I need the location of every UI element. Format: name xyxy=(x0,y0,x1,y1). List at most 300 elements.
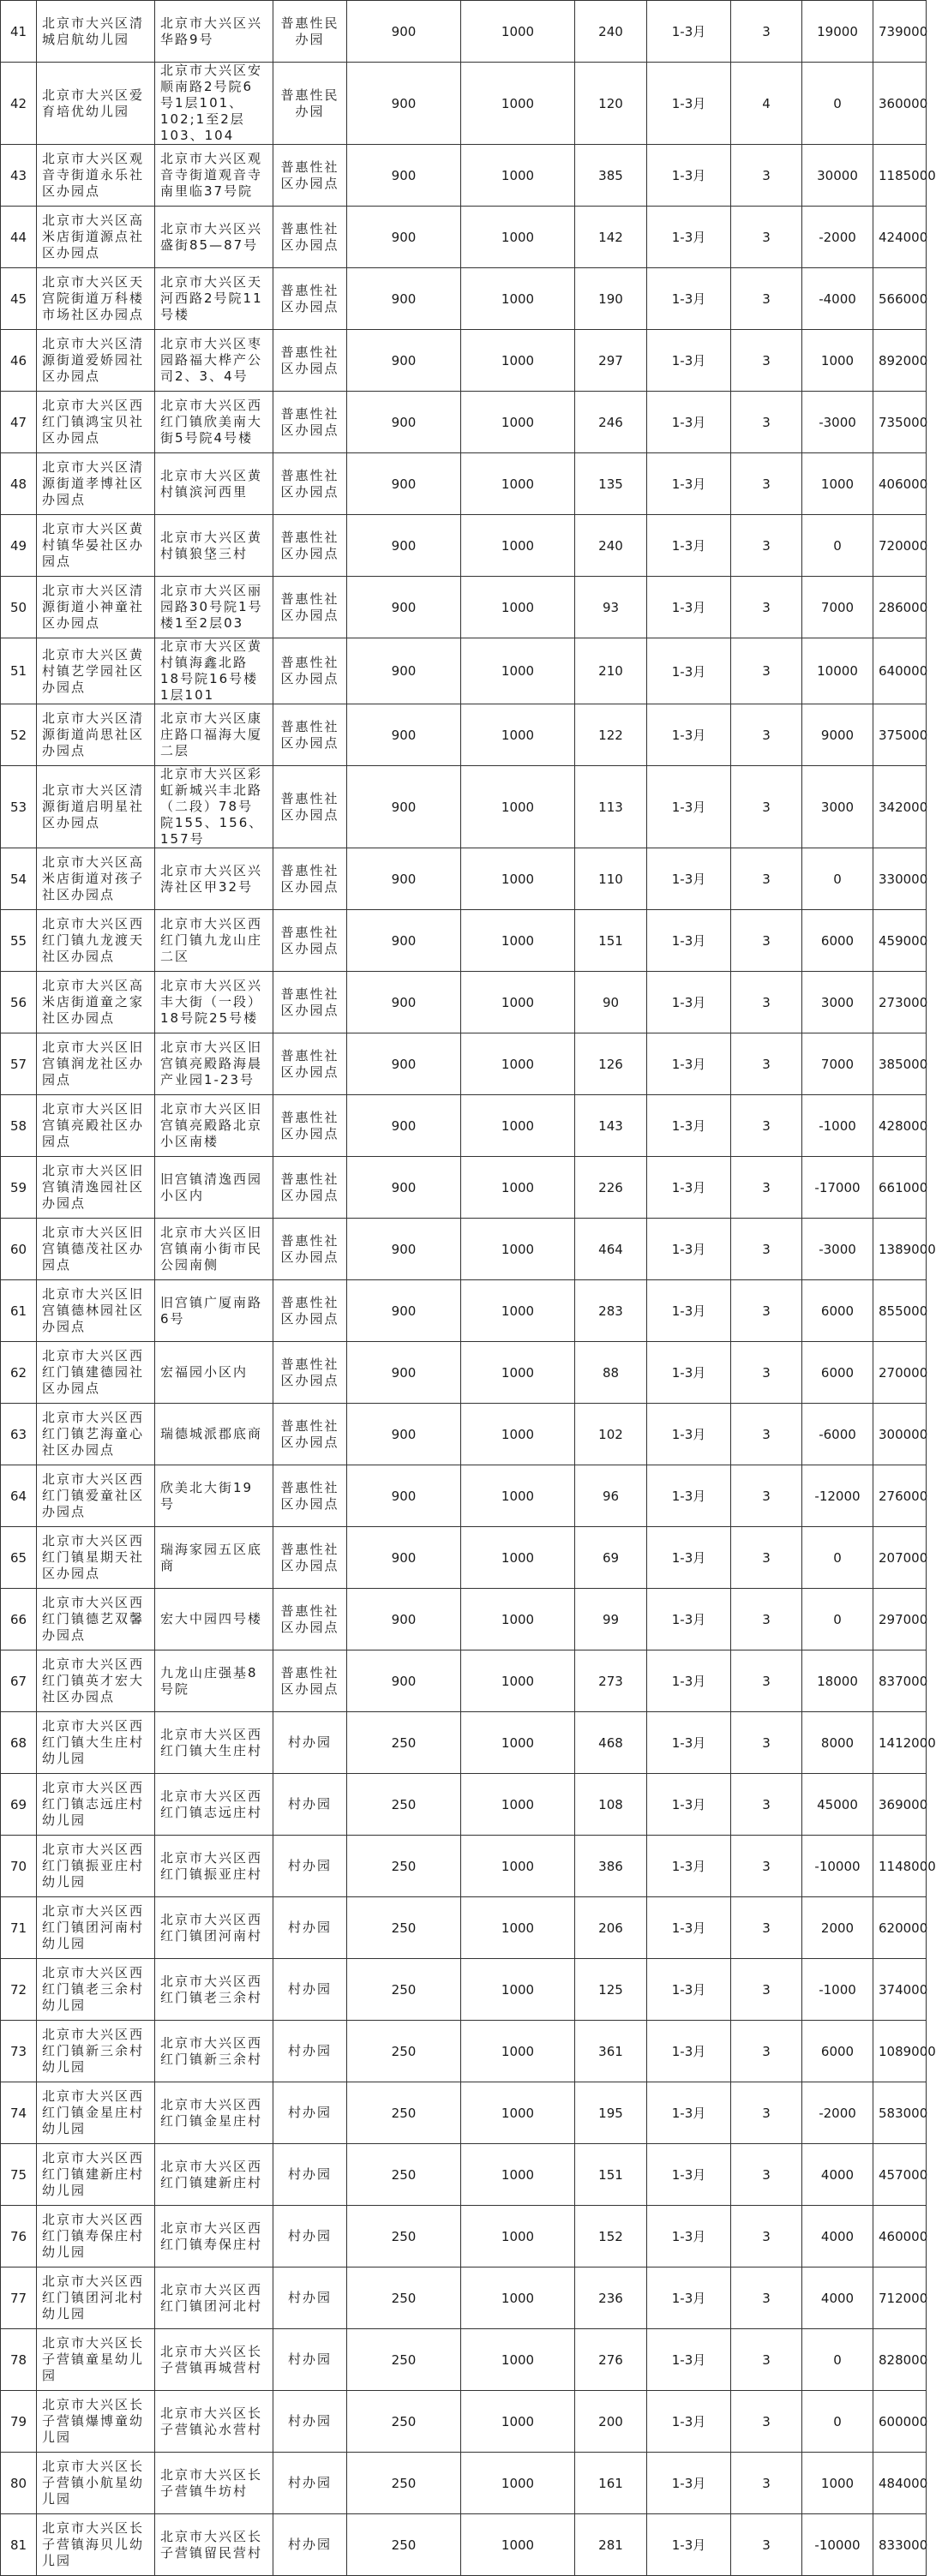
kindergarten-type: 村办园 xyxy=(273,2391,347,2453)
child-count: 142 xyxy=(575,207,647,268)
kindergarten-name: 北京市大兴区清源街道启明星社区办园点 xyxy=(37,766,155,848)
total-amount: 600000 xyxy=(873,2391,927,2453)
adjustment-amount: -1000 xyxy=(802,1959,873,2021)
total-amount: 342000 xyxy=(873,766,927,848)
child-count: 99 xyxy=(575,1589,647,1650)
adjustment-amount: 6000 xyxy=(802,1280,873,1342)
table-row xyxy=(1,2329,927,2391)
total-amount: 369000 xyxy=(873,1774,927,1836)
month-count: 3 xyxy=(731,577,802,638)
total-amount: 276000 xyxy=(873,1465,927,1527)
fee-standard: 1000 xyxy=(461,2021,575,2082)
child-count: 161 xyxy=(575,2453,647,2514)
kindergarten-address: 北京市大兴区长子营镇留民营村 xyxy=(155,2514,273,2576)
row-number: 43 xyxy=(1,145,37,207)
kindergarten-name: 北京市大兴区西红门镇志远庄村幼儿园 xyxy=(37,1774,155,1836)
kindergarten-type: 普惠性社区办园点 xyxy=(273,848,347,910)
period: 1-3月 xyxy=(647,1774,731,1836)
subsidy-standard: 250 xyxy=(347,1897,461,1959)
kindergarten-address: 瑞德城派郡底商 xyxy=(155,1404,273,1465)
kindergarten-address: 北京市大兴区兴盛街85—87号 xyxy=(155,207,273,268)
kindergarten-address: 北京市大兴区兴涛社区甲32号 xyxy=(155,848,273,910)
period: 1-3月 xyxy=(647,207,731,268)
row-number: 55 xyxy=(1,910,37,972)
table-row xyxy=(1,1342,927,1404)
kindergarten-address: 北京市大兴区长子营镇沁水营村 xyxy=(155,2391,273,2453)
row-number: 77 xyxy=(1,2267,37,2329)
adjustment-amount: 0 xyxy=(802,1589,873,1650)
fee-standard: 1000 xyxy=(461,910,575,972)
adjustment-amount: -1000 xyxy=(802,1095,873,1157)
month-count: 3 xyxy=(731,1589,802,1650)
kindergarten-address: 北京市大兴区西红门镇寿保庄村 xyxy=(155,2206,273,2267)
total-amount: 720000 xyxy=(873,515,927,577)
table-row xyxy=(1,268,927,330)
kindergarten-type: 普惠性社区办园点 xyxy=(273,1157,347,1219)
kindergarten-name: 北京市大兴区清源街道小神童社区办园点 xyxy=(37,577,155,638)
table-row xyxy=(1,704,927,766)
kindergarten-type: 普惠性社区办园点 xyxy=(273,766,347,848)
kindergarten-name: 北京市大兴区清源街道尚思社区办园点 xyxy=(37,704,155,766)
total-amount: 739000 xyxy=(873,1,927,63)
child-count: 226 xyxy=(575,1157,647,1219)
adjustment-amount: -3000 xyxy=(802,1219,873,1280)
total-amount: 428000 xyxy=(873,1095,927,1157)
total-amount: 892000 xyxy=(873,330,927,392)
kindergarten-type: 村办园 xyxy=(273,1774,347,1836)
kindergarten-name: 北京市大兴区清城启航幼儿园 xyxy=(37,1,155,63)
table-row xyxy=(1,145,927,207)
period: 1-3月 xyxy=(647,638,731,704)
kindergarten-name: 北京市大兴区西红门镇建新庄村幼儿园 xyxy=(37,2144,155,2206)
adjustment-amount: -10000 xyxy=(802,2514,873,2576)
total-amount: 1412000 xyxy=(873,1712,927,1774)
month-count: 3 xyxy=(731,1157,802,1219)
kindergarten-address: 北京市大兴区观音寺街道观音寺南里临37号院 xyxy=(155,145,273,207)
total-amount: 855000 xyxy=(873,1280,927,1342)
adjustment-amount: 0 xyxy=(802,1527,873,1589)
kindergarten-type: 普惠性社区办园点 xyxy=(273,1280,347,1342)
kindergarten-type: 村办园 xyxy=(273,2144,347,2206)
period: 1-3月 xyxy=(647,392,731,453)
subsidy-standard: 900 xyxy=(347,392,461,453)
total-amount: 735000 xyxy=(873,392,927,453)
month-count: 3 xyxy=(731,1465,802,1527)
total-amount: 460000 xyxy=(873,2206,927,2267)
total-amount: 1148000 xyxy=(873,1836,927,1897)
subsidy-standard: 900 xyxy=(347,638,461,704)
adjustment-amount: 6000 xyxy=(802,2021,873,2082)
fee-standard: 1000 xyxy=(461,1650,575,1712)
period: 1-3月 xyxy=(647,453,731,515)
fee-standard: 1000 xyxy=(461,766,575,848)
kindergarten-name: 北京市大兴区天宫院街道万科楼市场社区办园点 xyxy=(37,268,155,330)
kindergarten-name: 北京市大兴区西红门镇建德园社区办园点 xyxy=(37,1342,155,1404)
table-row xyxy=(1,515,927,577)
subsidy-standard: 900 xyxy=(347,145,461,207)
month-count: 3 xyxy=(731,330,802,392)
adjustment-amount: 6000 xyxy=(802,1342,873,1404)
total-amount: 583000 xyxy=(873,2082,927,2144)
kindergarten-address: 北京市大兴区西红门镇新三余村 xyxy=(155,2021,273,2082)
kindergarten-name: 北京市大兴区西红门镇德艺双馨办园点 xyxy=(37,1589,155,1650)
period: 1-3月 xyxy=(647,1465,731,1527)
fee-standard: 1000 xyxy=(461,2144,575,2206)
adjustment-amount: 18000 xyxy=(802,1650,873,1712)
period: 1-3月 xyxy=(647,1219,731,1280)
row-number: 60 xyxy=(1,1219,37,1280)
fee-standard: 1000 xyxy=(461,1404,575,1465)
fee-standard: 1000 xyxy=(461,848,575,910)
kindergarten-type: 普惠性社区办园点 xyxy=(273,1219,347,1280)
month-count: 3 xyxy=(731,1836,802,1897)
adjustment-amount: 0 xyxy=(802,848,873,910)
period: 1-3月 xyxy=(647,1157,731,1219)
table-row xyxy=(1,1095,927,1157)
row-number: 42 xyxy=(1,63,37,145)
total-amount: 661000 xyxy=(873,1157,927,1219)
subsidy-standard: 900 xyxy=(347,848,461,910)
month-count: 3 xyxy=(731,2082,802,2144)
table-row xyxy=(1,1219,927,1280)
row-number: 74 xyxy=(1,2082,37,2144)
table-row xyxy=(1,577,927,638)
child-count: 246 xyxy=(575,392,647,453)
child-count: 240 xyxy=(575,515,647,577)
total-amount: 828000 xyxy=(873,2329,927,2391)
child-count: 240 xyxy=(575,1,647,63)
period: 1-3月 xyxy=(647,1280,731,1342)
row-number: 49 xyxy=(1,515,37,577)
subsidy-standard: 900 xyxy=(347,1404,461,1465)
kindergarten-type: 普惠性民办园 xyxy=(273,1,347,63)
subsidy-standard: 250 xyxy=(347,2021,461,2082)
table-row xyxy=(1,330,927,392)
table-row xyxy=(1,2267,927,2329)
subsidy-standard: 250 xyxy=(347,2206,461,2267)
month-count: 3 xyxy=(731,1959,802,2021)
subsidy-standard: 900 xyxy=(347,515,461,577)
subsidy-standard: 900 xyxy=(347,766,461,848)
fee-standard: 1000 xyxy=(461,2391,575,2453)
kindergarten-name: 北京市大兴区长子营镇小航星幼儿园 xyxy=(37,2453,155,2514)
kindergarten-name: 北京市大兴区爱育培优幼儿园 xyxy=(37,63,155,145)
table-row xyxy=(1,766,927,848)
kindergarten-address: 北京市大兴区安顺南路2号院6号1层101、102;1至2层103、104 xyxy=(155,63,273,145)
row-number: 48 xyxy=(1,453,37,515)
subsidy-standard: 900 xyxy=(347,1280,461,1342)
kindergarten-name: 北京市大兴区西红门镇爱童社区办园点 xyxy=(37,1465,155,1527)
child-count: 96 xyxy=(575,1465,647,1527)
kindergarten-name: 北京市大兴区长子营镇爆博童幼儿园 xyxy=(37,2391,155,2453)
month-count: 3 xyxy=(731,1712,802,1774)
fee-standard: 1000 xyxy=(461,1774,575,1836)
month-count: 3 xyxy=(731,848,802,910)
row-number: 75 xyxy=(1,2144,37,2206)
fee-standard: 1000 xyxy=(461,2267,575,2329)
period: 1-3月 xyxy=(647,2082,731,2144)
kindergarten-name: 北京市大兴区西红门镇团河南村幼儿园 xyxy=(37,1897,155,1959)
kindergarten-address: 北京市大兴区西红门镇振亚庄村 xyxy=(155,1836,273,1897)
table-row xyxy=(1,972,927,1033)
row-number: 76 xyxy=(1,2206,37,2267)
child-count: 108 xyxy=(575,1774,647,1836)
period: 1-3月 xyxy=(647,1836,731,1897)
period: 1-3月 xyxy=(647,2453,731,2514)
fee-standard: 1000 xyxy=(461,515,575,577)
kindergarten-type: 村办园 xyxy=(273,2329,347,2391)
subsidy-standard: 250 xyxy=(347,2144,461,2206)
row-number: 65 xyxy=(1,1527,37,1589)
table-row xyxy=(1,1959,927,2021)
subsidy-standard: 250 xyxy=(347,1836,461,1897)
fee-standard: 1000 xyxy=(461,1465,575,1527)
month-count: 3 xyxy=(731,1527,802,1589)
period: 1-3月 xyxy=(647,1897,731,1959)
kindergarten-name: 北京市大兴区旧宫镇润龙社区办园点 xyxy=(37,1033,155,1095)
month-count: 3 xyxy=(731,2206,802,2267)
child-count: 273 xyxy=(575,1650,647,1712)
kindergarten-name: 北京市大兴区长子营镇童星幼儿园 xyxy=(37,2329,155,2391)
adjustment-amount: 1000 xyxy=(802,330,873,392)
row-number: 44 xyxy=(1,207,37,268)
total-amount: 406000 xyxy=(873,453,927,515)
child-count: 361 xyxy=(575,2021,647,2082)
adjustment-amount: -6000 xyxy=(802,1404,873,1465)
adjustment-amount: 9000 xyxy=(802,704,873,766)
total-amount: 837000 xyxy=(873,1650,927,1712)
kindergarten-name: 北京市大兴区旧宫镇德茂社区办园点 xyxy=(37,1219,155,1280)
kindergarten-address: 北京市大兴区枣园路福大桦产公司2、3、4号 xyxy=(155,330,273,392)
month-count: 3 xyxy=(731,2144,802,2206)
table-row xyxy=(1,1,927,63)
row-number: 57 xyxy=(1,1033,37,1095)
adjustment-amount: -17000 xyxy=(802,1157,873,1219)
subsidy-standard: 900 xyxy=(347,268,461,330)
fee-standard: 1000 xyxy=(461,63,575,145)
month-count: 3 xyxy=(731,638,802,704)
kindergarten-name: 北京市大兴区高米店街道对孩子社区办园点 xyxy=(37,848,155,910)
row-number: 68 xyxy=(1,1712,37,1774)
period: 1-3月 xyxy=(647,268,731,330)
period: 1-3月 xyxy=(647,766,731,848)
row-number: 61 xyxy=(1,1280,37,1342)
subsidy-standard: 250 xyxy=(347,2329,461,2391)
subsidy-standard: 900 xyxy=(347,1095,461,1157)
child-count: 206 xyxy=(575,1897,647,1959)
row-number: 45 xyxy=(1,268,37,330)
subsidy-standard: 900 xyxy=(347,1219,461,1280)
child-count: 120 xyxy=(575,63,647,145)
kindergarten-type: 普惠性社区办园点 xyxy=(273,1527,347,1589)
period: 1-3月 xyxy=(647,2267,731,2329)
kindergarten-type: 普惠性社区办园点 xyxy=(273,1650,347,1712)
kindergarten-name: 北京市大兴区西红门镇寿保庄村幼儿园 xyxy=(37,2206,155,2267)
table-row xyxy=(1,910,927,972)
period: 1-3月 xyxy=(647,1404,731,1465)
kindergarten-name: 北京市大兴区西红门镇金星庄村幼儿园 xyxy=(37,2082,155,2144)
adjustment-amount: -2000 xyxy=(802,207,873,268)
fee-standard: 1000 xyxy=(461,207,575,268)
total-amount: 330000 xyxy=(873,848,927,910)
kindergarten-type: 村办园 xyxy=(273,2021,347,2082)
subsidy-standard: 250 xyxy=(347,1712,461,1774)
fee-standard: 1000 xyxy=(461,2206,575,2267)
row-number: 46 xyxy=(1,330,37,392)
fee-standard: 1000 xyxy=(461,2453,575,2514)
row-number: 81 xyxy=(1,2514,37,2576)
kindergarten-address: 北京市大兴区西红门镇大生庄村 xyxy=(155,1712,273,1774)
subsidy-standard: 900 xyxy=(347,1465,461,1527)
kindergarten-address: 北京市大兴区西红门镇志远庄村 xyxy=(155,1774,273,1836)
table-row xyxy=(1,1836,927,1897)
subsidy-standard: 900 xyxy=(347,704,461,766)
kindergarten-type: 普惠性社区办园点 xyxy=(273,972,347,1033)
kindergarten-type: 村办园 xyxy=(273,2267,347,2329)
subsidy-standard: 250 xyxy=(347,2267,461,2329)
total-amount: 374000 xyxy=(873,1959,927,2021)
month-count: 3 xyxy=(731,1,802,63)
kindergarten-name: 北京市大兴区西红门镇振亚庄村幼儿园 xyxy=(37,1836,155,1897)
row-number: 66 xyxy=(1,1589,37,1650)
month-count: 3 xyxy=(731,1897,802,1959)
kindergarten-type: 普惠性社区办园点 xyxy=(273,268,347,330)
child-count: 464 xyxy=(575,1219,647,1280)
table-row xyxy=(1,1527,927,1589)
kindergarten-address: 北京市大兴区西红门镇金星庄村 xyxy=(155,2082,273,2144)
subsidy-standard: 900 xyxy=(347,207,461,268)
subsidy-standard: 250 xyxy=(347,2453,461,2514)
adjustment-amount: -12000 xyxy=(802,1465,873,1527)
period: 1-3月 xyxy=(647,704,731,766)
child-count: 283 xyxy=(575,1280,647,1342)
period: 1-3月 xyxy=(647,577,731,638)
child-count: 126 xyxy=(575,1033,647,1095)
table-row xyxy=(1,2206,927,2267)
fee-standard: 1000 xyxy=(461,1,575,63)
subsidy-standard: 900 xyxy=(347,1157,461,1219)
table-row xyxy=(1,1712,927,1774)
period: 1-3月 xyxy=(647,1589,731,1650)
total-amount: 620000 xyxy=(873,1897,927,1959)
kindergarten-address: 北京市大兴区长子营镇再城营村 xyxy=(155,2329,273,2391)
adjustment-amount: 6000 xyxy=(802,910,873,972)
adjustment-amount: -3000 xyxy=(802,392,873,453)
kindergarten-address: 瑞海家园五区底商 xyxy=(155,1527,273,1589)
kindergarten-name: 北京市大兴区西红门镇星期天社区办园点 xyxy=(37,1527,155,1589)
kindergarten-type: 普惠性社区办园点 xyxy=(273,577,347,638)
period: 1-3月 xyxy=(647,972,731,1033)
adjustment-amount: 4000 xyxy=(802,2144,873,2206)
kindergarten-address: 北京市大兴区西红门镇建新庄村 xyxy=(155,2144,273,2206)
adjustment-amount: 30000 xyxy=(802,145,873,207)
subsidy-standard: 900 xyxy=(347,910,461,972)
fee-standard: 1000 xyxy=(461,330,575,392)
subsidy-standard: 250 xyxy=(347,2082,461,2144)
kindergarten-address: 北京市大兴区黄村镇狼垡三村 xyxy=(155,515,273,577)
period: 1-3月 xyxy=(647,910,731,972)
total-amount: 270000 xyxy=(873,1342,927,1404)
kindergarten-name: 北京市大兴区西红门镇大生庄村幼儿园 xyxy=(37,1712,155,1774)
kindergarten-type: 普惠性社区办园点 xyxy=(273,704,347,766)
total-amount: 286000 xyxy=(873,577,927,638)
total-amount: 360000 xyxy=(873,63,927,145)
fee-standard: 1000 xyxy=(461,638,575,704)
month-count: 3 xyxy=(731,1095,802,1157)
row-number: 64 xyxy=(1,1465,37,1527)
kindergarten-name: 北京市大兴区清源街道爱娇园社区办园点 xyxy=(37,330,155,392)
month-count: 3 xyxy=(731,2267,802,2329)
total-amount: 424000 xyxy=(873,207,927,268)
month-count: 3 xyxy=(731,515,802,577)
period: 1-3月 xyxy=(647,515,731,577)
table-row xyxy=(1,1280,927,1342)
child-count: 386 xyxy=(575,1836,647,1897)
row-number: 79 xyxy=(1,2391,37,2453)
row-number: 62 xyxy=(1,1342,37,1404)
fee-standard: 1000 xyxy=(461,268,575,330)
fee-standard: 1000 xyxy=(461,453,575,515)
kindergarten-type: 村办园 xyxy=(273,2206,347,2267)
row-number: 41 xyxy=(1,1,37,63)
adjustment-amount: 45000 xyxy=(802,1774,873,1836)
period: 1-3月 xyxy=(647,2329,731,2391)
kindergarten-type: 普惠性社区办园点 xyxy=(273,330,347,392)
table-row xyxy=(1,1589,927,1650)
row-number: 52 xyxy=(1,704,37,766)
kindergarten-type: 普惠性社区办园点 xyxy=(273,453,347,515)
child-count: 468 xyxy=(575,1712,647,1774)
row-number: 70 xyxy=(1,1836,37,1897)
fee-standard: 1000 xyxy=(461,1959,575,2021)
fee-standard: 1000 xyxy=(461,1527,575,1589)
adjustment-amount: 1000 xyxy=(802,2453,873,2514)
period: 1-3月 xyxy=(647,1,731,63)
kindergarten-address: 北京市大兴区彩虹新城兴丰北路（二段）78号院155、156、157号 xyxy=(155,766,273,848)
total-amount: 207000 xyxy=(873,1527,927,1589)
row-number: 50 xyxy=(1,577,37,638)
kindergarten-address: 北京市大兴区黄村镇滨河西里 xyxy=(155,453,273,515)
month-count: 3 xyxy=(731,1280,802,1342)
total-amount: 484000 xyxy=(873,2453,927,2514)
child-count: 210 xyxy=(575,638,647,704)
month-count: 3 xyxy=(731,1342,802,1404)
total-amount: 459000 xyxy=(873,910,927,972)
child-count: 88 xyxy=(575,1342,647,1404)
fee-standard: 1000 xyxy=(461,1033,575,1095)
total-amount: 385000 xyxy=(873,1033,927,1095)
period: 1-3月 xyxy=(647,1959,731,2021)
kindergarten-address: 欣美北大街19号 xyxy=(155,1465,273,1527)
month-count: 3 xyxy=(731,2391,802,2453)
month-count: 3 xyxy=(731,910,802,972)
period: 1-3月 xyxy=(647,2391,731,2453)
kindergarten-name: 北京市大兴区旧宫镇德林园社区办园点 xyxy=(37,1280,155,1342)
kindergarten-address: 北京市大兴区旧宫镇南小街市民公园南侧 xyxy=(155,1219,273,1280)
row-number: 69 xyxy=(1,1774,37,1836)
table-row xyxy=(1,1650,927,1712)
month-count: 3 xyxy=(731,972,802,1033)
kindergarten-address: 北京市大兴区西红门镇团河南村 xyxy=(155,1897,273,1959)
subsidy-standard: 900 xyxy=(347,330,461,392)
table-row xyxy=(1,638,927,704)
period: 1-3月 xyxy=(647,848,731,910)
kindergarten-address: 北京市大兴区康庄路口福海大厦二层 xyxy=(155,704,273,766)
table-row xyxy=(1,1897,927,1959)
kindergarten-type: 普惠性社区办园点 xyxy=(273,515,347,577)
fee-standard: 1000 xyxy=(461,1219,575,1280)
kindergarten-type: 村办园 xyxy=(273,2514,347,2576)
